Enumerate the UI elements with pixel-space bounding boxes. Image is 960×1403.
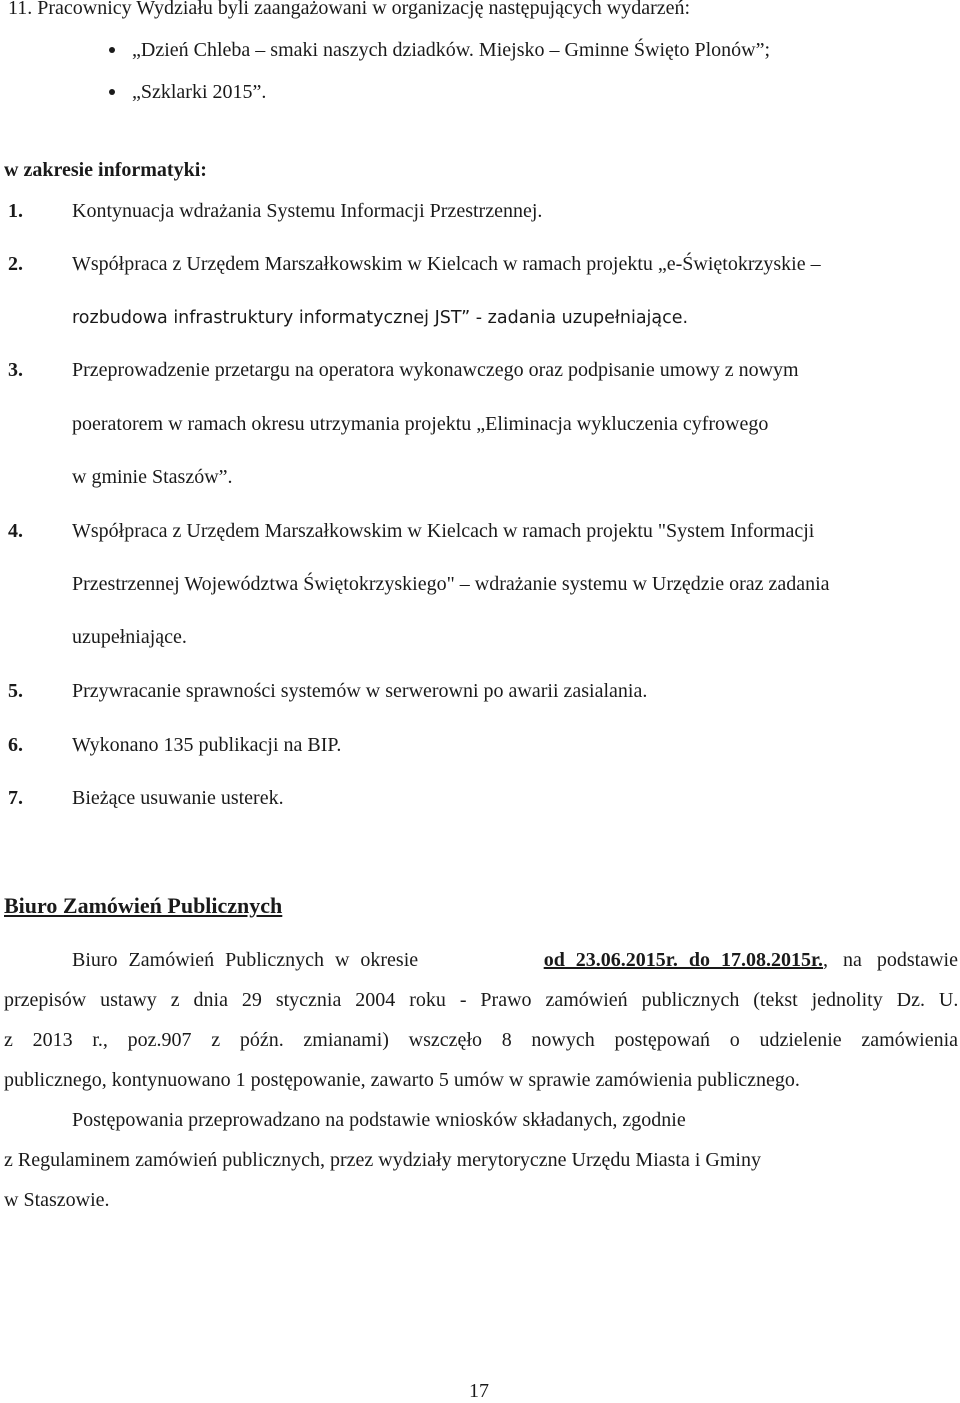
it-item-4-line-1: Współpraca z Urzędem Marszałkowskim w Kielcach w ramach projektu "System Informacji: [72, 520, 815, 542]
bullet-icon: [109, 47, 115, 53]
page-number: 17: [469, 1380, 489, 1402]
bzp-date-range: od 23.06.2015r. do 17.08.2015r.: [543, 949, 824, 971]
bzp-p1-line-1: [72, 948, 958, 972]
bzp-p2-line-3: w Staszowie.: [4, 1189, 110, 1211]
event-item-2: „Szklarki 2015”.: [132, 81, 267, 103]
bzp-p2-line-1: Postępowania przeprowadzano na podstawie wniosków składanych, zgodnie: [72, 1109, 686, 1131]
it-item-6-number: 6.: [8, 734, 23, 756]
it-heading: w zakresie informatyki:: [4, 159, 207, 181]
it-item-5-number: 5.: [8, 680, 23, 702]
bzp-p1-line-4: publicznego, kontynuowano 1 postępowanie, zawarto 5 umów w sprawie zamówienia publicznego.: [4, 1069, 800, 1091]
it-item-2-line-1: Współpraca z Urzędem Marszałkowskim w Kielcach w ramach projektu „e-Świętokrzyskie –: [72, 253, 821, 275]
bzp-p2-line-2: z Regulaminem zamówień publicznych, przez wydziały merytoryczne Urzędu Miasta i Gminy: [4, 1149, 761, 1171]
it-item-1-line-1: Kontynuacja wdrażania Systemu Informacji Przestrzennej.: [72, 200, 543, 222]
it-item-4-number: 4.: [8, 520, 23, 542]
it-item-3-number: 3.: [8, 359, 23, 381]
it-item-7-line-1: Bieżące usuwanie usterek.: [72, 787, 284, 809]
bzp-heading: Biuro Zamówień Publicznych: [4, 893, 283, 918]
it-item-2-line-2: rozbudowa infrastruktury informatycznej JST” - zadania uzupełniające.: [72, 308, 689, 328]
bullet-icon: [109, 89, 115, 95]
it-item-3-line-2: poeratorem w ramach okresu utrzymania projektu „Eliminacja wykluczenia cyfrowego: [72, 413, 769, 435]
it-item-4-line-3: uzupełniające.: [72, 626, 187, 648]
it-item-1-number: 1.: [8, 200, 23, 222]
bzp-p1-line-1-text-c: , na podstawie: [823, 949, 958, 971]
section-11-title: 11. Pracownicy Wydziału byli zaangażowani w organizację następujących wydarzeń:: [8, 0, 691, 19]
bzp-p1-line-3: z 2013 r., poz.907 z późn. zmianami) wszczęło 8 nowych postępowań o udzielenie zamówienia: [4, 1029, 958, 1051]
bzp-p1-line-2: przepisów ustawy z dnia 29 stycznia 2004 roku - Prawo zamówień publicznych (tekst jednolity Dz. U.: [4, 989, 959, 1011]
it-item-6-line-1: Wykonano 135 publikacji na BIP.: [72, 734, 342, 756]
it-item-7-number: 7.: [8, 787, 23, 809]
it-item-2-number: 2.: [8, 253, 23, 275]
bzp-p1-line-1-text-a: Biuro Zamówień Publicznych w okresie: [72, 949, 419, 971]
it-item-3-line-3: w gminie Staszów”.: [72, 466, 233, 488]
it-item-4-line-2: Przestrzennej Województwa Świętokrzyskiego" – wdrażanie systemu w Urzędzie oraz zadania: [72, 573, 830, 595]
it-item-5-line-1: Przywracanie sprawności systemów w serwerowni po awarii zasialania.: [72, 680, 648, 702]
event-item-1: „Dzień Chleba – smaki naszych dziadków. Miejsko – Gminne Święto Plonów”;: [132, 39, 771, 61]
it-item-3-line-1: Przeprowadzenie przetargu na operatora wykonawczego oraz podpisanie umowy z nowym: [72, 359, 799, 381]
